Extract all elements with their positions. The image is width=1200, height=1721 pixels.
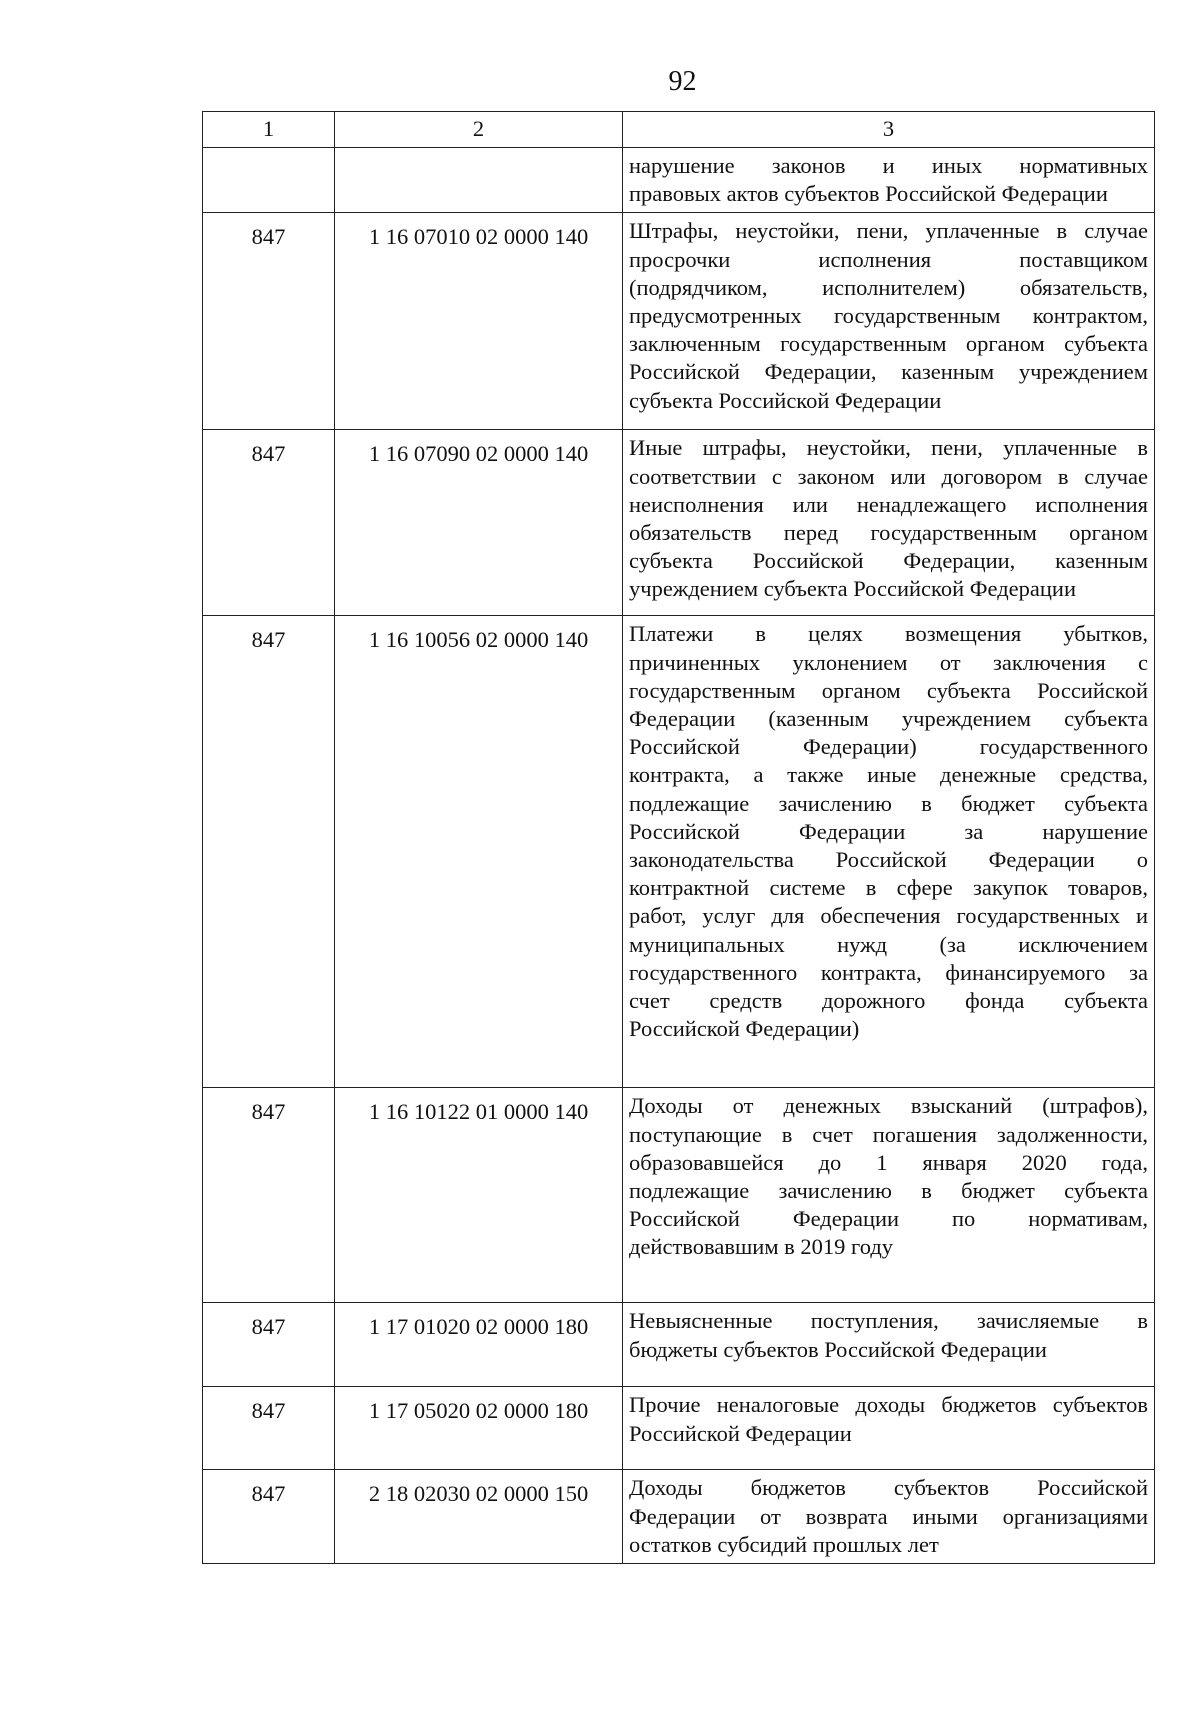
admin-code-cell: 847: [203, 1470, 335, 1564]
income-code-cell: 1 17 01020 02 0000 180: [335, 1303, 623, 1387]
column-header-3: 3: [623, 112, 1155, 148]
description-line: субъекта Российской Федерации, казенным: [629, 548, 1148, 574]
admin-code-cell: 847: [203, 1303, 335, 1387]
table-body: [203, 148, 1155, 1564]
income-code-cell: 2 18 02030 02 0000 150: [335, 1470, 623, 1564]
description-line: подлежащие зачислению в бюджет субъекта: [629, 1178, 1148, 1204]
description-line: Российской Федерации) государственного: [629, 734, 1148, 760]
description-cell: [623, 430, 1155, 616]
description-line: государственного контракта, финансируемого за: [629, 959, 1148, 985]
description-line: Штрафы, неустойки, пени, уплаченные в случае: [629, 218, 1148, 244]
description-line: неисполнения или ненадлежащего исполнения: [629, 491, 1148, 517]
admin-code-cell: 847: [203, 1088, 335, 1303]
description-cell: [623, 1303, 1155, 1387]
description-line: просрочки исполнения поставщиком: [629, 246, 1148, 272]
description-line: работ, услуг для обеспечения государственных и: [629, 903, 1148, 929]
description-line: Доходы от денежных взысканий (штрафов),: [629, 1093, 1148, 1119]
table-row: [203, 213, 1155, 430]
description-line: контрактной системе в сфере закупок товаров,: [629, 875, 1148, 901]
description-line: (подрядчиком, исполнителем) обязательств,: [629, 274, 1148, 300]
description-cell: [623, 616, 1155, 1088]
column-header-2: 2: [335, 112, 623, 148]
admin-code-cell: 847: [203, 1387, 335, 1470]
description-line: действовавшим в 2019 году: [629, 1234, 894, 1260]
description-cell: [623, 1470, 1155, 1564]
description-line: причиненных уклонением от заключения с: [629, 649, 1148, 675]
admin-code-cell: 847: [203, 213, 335, 430]
table-header-row: [203, 112, 1155, 148]
budget-codes-table: [202, 111, 1155, 1564]
description-line: законодательства Российской Федерации о: [629, 847, 1148, 873]
description-line: Иные штрафы, неустойки, пени, уплаченные в: [629, 435, 1148, 461]
description-line: Российской Федерации: [629, 1420, 852, 1446]
description-cell: [623, 1088, 1155, 1303]
table-row: [203, 148, 1155, 213]
income-code-cell: 1 17 05020 02 0000 180: [335, 1387, 623, 1470]
income-code-cell: 1 16 10056 02 0000 140: [335, 616, 623, 1088]
column-header-1: 1: [203, 112, 335, 148]
table-row: [203, 430, 1155, 616]
description-line: Российской Федерации за нарушение: [629, 818, 1148, 844]
table-row: [203, 1303, 1155, 1387]
admin-code-cell: [203, 148, 335, 213]
description-line: Российской Федерации): [629, 1016, 860, 1042]
description-line: правовых актов субъектов Российской Федерации: [629, 181, 1108, 207]
description-line: поступающие в счет погашения задолженности,: [629, 1121, 1148, 1147]
description-line: предусмотренных государственным контрактом,: [629, 303, 1148, 329]
income-code-cell: [335, 148, 623, 213]
table-row: [203, 1088, 1155, 1303]
description-line: государственным органом субъекта Российской: [629, 677, 1148, 703]
description-cell: [623, 148, 1155, 213]
admin-code-cell: 847: [203, 616, 335, 1088]
description-line: Доходы бюджетов субъектов Российской: [629, 1475, 1148, 1501]
description-line: учреждением субъекта Российской Федерации: [629, 576, 1076, 602]
description-line: субъекта Российской Федерации: [629, 387, 942, 413]
income-code-cell: 1 16 07090 02 0000 140: [335, 430, 623, 616]
page-number: 92: [668, 66, 697, 97]
description-line: контракта, а также иные денежные средства,: [629, 762, 1148, 788]
description-line: заключенным государственным органом субъекта: [629, 331, 1148, 357]
table-row: [203, 616, 1155, 1088]
description-line: образовавшейся до 1 января 2020 года,: [629, 1149, 1148, 1175]
income-code-cell: 1 16 10122 01 0000 140: [335, 1088, 623, 1303]
description-line: Федерации (казенным учреждением субъекта: [629, 706, 1148, 732]
description-line: бюджеты субъектов Российской Федерации: [629, 1336, 1047, 1362]
description-line: Невыясненные поступления, зачисляемые в: [629, 1308, 1148, 1334]
description-line: обязательств перед государственным органом: [629, 520, 1148, 546]
description-line: Федерации от возврата иными организациями: [629, 1503, 1148, 1529]
admin-code-cell: 847: [203, 430, 335, 616]
description-cell: [623, 213, 1155, 430]
income-code-cell: 1 16 07010 02 0000 140: [335, 213, 623, 430]
description-line: соответствии с законом или договором в случае: [629, 463, 1148, 489]
description-line: подлежащие зачислению в бюджет субъекта: [629, 790, 1148, 816]
description-line: остатков субсидий прошлых лет: [629, 1531, 939, 1557]
description-line: Платежи в целях возмещения убытков,: [629, 621, 1148, 647]
description-line: Прочие неналоговые доходы бюджетов субъектов: [629, 1392, 1148, 1418]
description-cell: [623, 1387, 1155, 1470]
description-line: муниципальных нужд (за исключением: [629, 931, 1148, 957]
description-line: Российской Федерации, казенным учреждением: [629, 359, 1148, 385]
description-line: нарушение законов и иных нормативных: [629, 153, 1148, 178]
table-row: [203, 1470, 1155, 1564]
description-line: счет средств дорожного фонда субъекта: [629, 988, 1148, 1014]
table-row: [203, 1387, 1155, 1470]
description-line: Российской Федерации по нормативам,: [629, 1206, 1148, 1232]
